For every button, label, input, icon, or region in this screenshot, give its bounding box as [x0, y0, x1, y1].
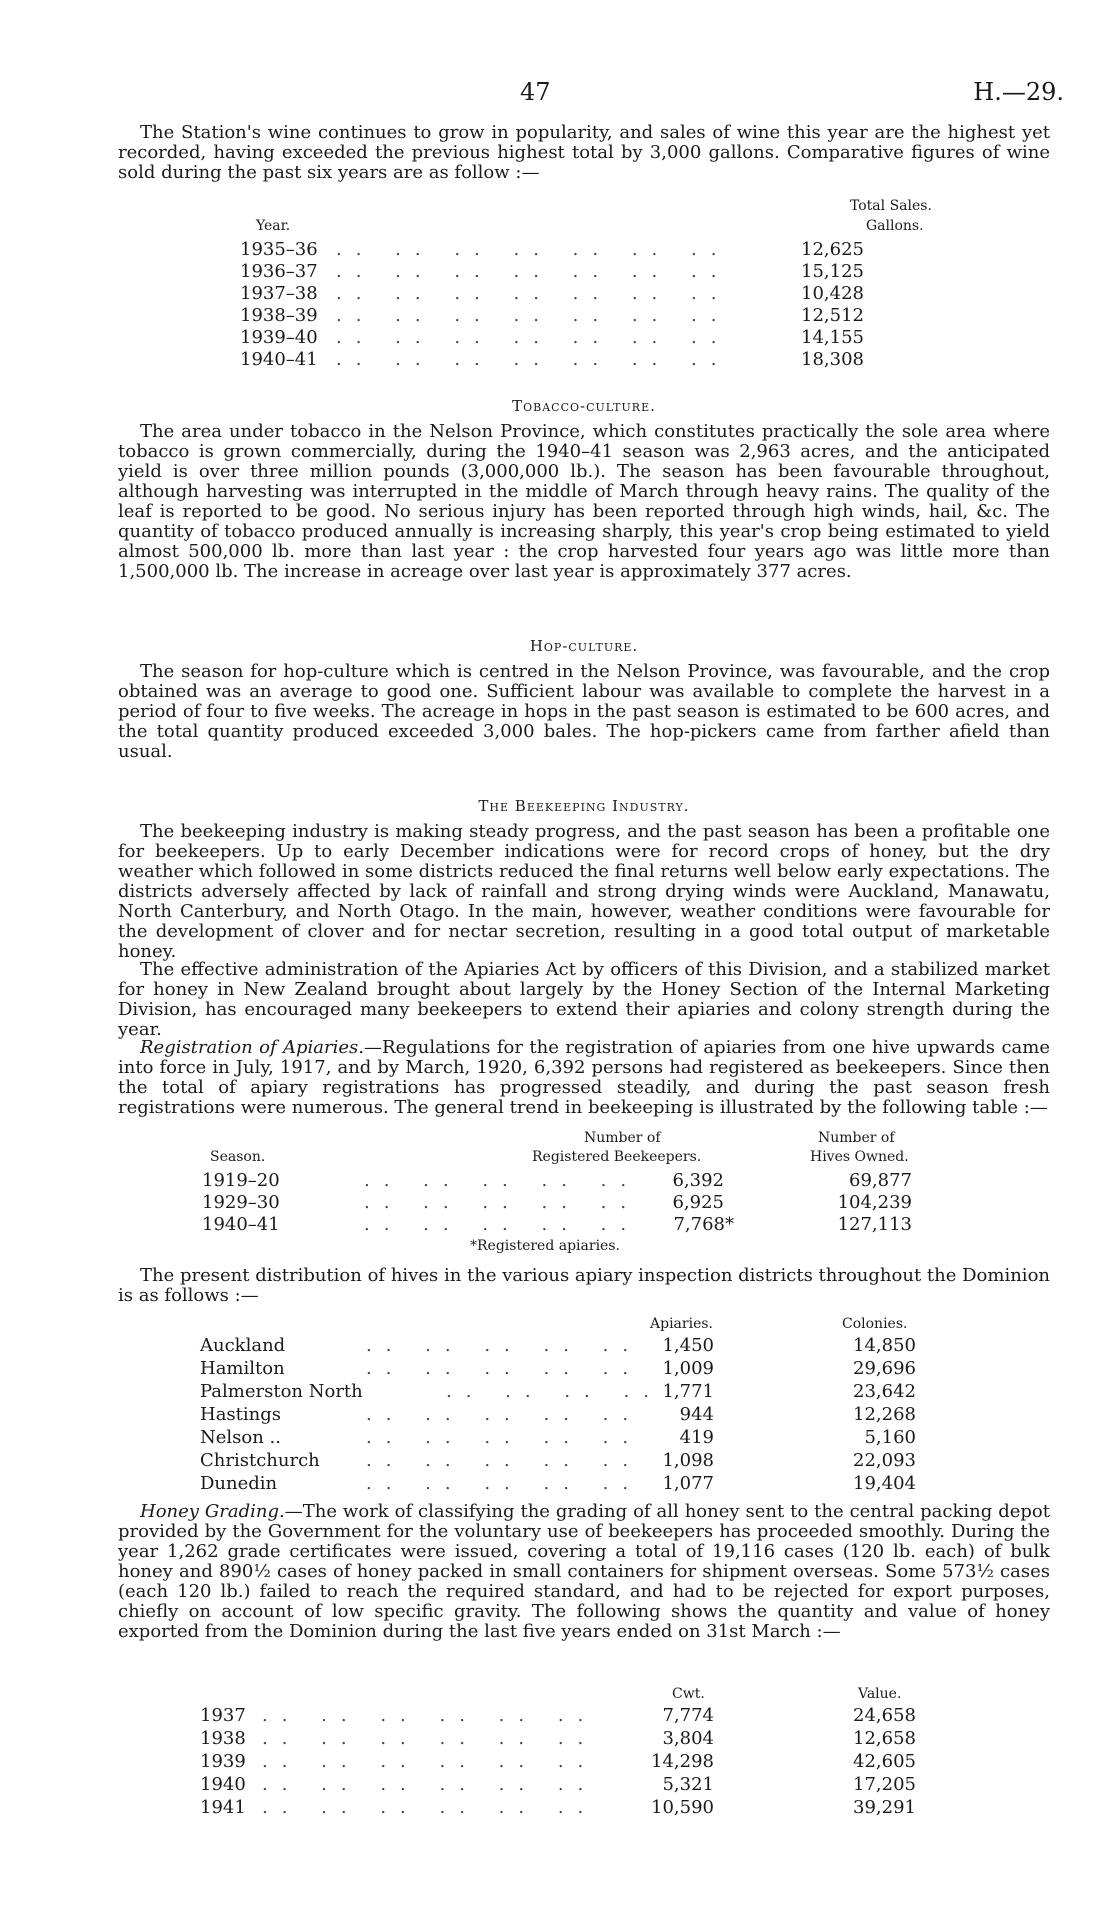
reg-hives: 69,877: [849, 1170, 912, 1191]
dist-district: Auckland: [200, 1335, 286, 1356]
export-value: 12,658: [853, 1728, 916, 1749]
beekeeping-paragraph-1: The beekeeping industry is making steady progress, and the past season has been a profitable one for beekeepers. Up to early December indications were for record crops of honey, but the dry weather which followed in some districts reduced the final returns well below early expectations. The districts adversely affected by lack of rainfall and strong drying winds were Auckland, Manawatu, North Canterbury, and North Otago. In the main, however, weather conditions were favourable for the development of clover and for nectar secretion, resulting in a good total output of marketable honey.: [118, 821, 1050, 962]
hop-heading: Hop-culture.: [529, 637, 639, 655]
dist-district: Nelson ..: [200, 1427, 281, 1448]
table-row: 1938 .. .. .. .. .. .. 3,804 12,658: [200, 1728, 916, 1749]
dist-apiaries: 1,098: [662, 1450, 714, 1471]
table-row: 1929–30 .. .. .. .. .. 6,925 104,239: [202, 1192, 912, 1213]
export-col-cwt: Cwt.: [672, 1686, 705, 1702]
export-value: 24,658: [853, 1705, 916, 1726]
table-row: 1936–37 .. .. .. .. .. .. .. 15,125: [240, 261, 864, 282]
table-row: 1938–39 .. .. .. .. .. .. .. 12,512: [240, 305, 864, 326]
export-value: 39,291: [853, 1797, 916, 1818]
wine-gallons: 15,125: [801, 261, 864, 282]
reg-season: 1929–30: [202, 1192, 280, 1213]
table-row: 1939–40 .. .. .. .. .. .. .. 14,155: [240, 327, 864, 348]
export-value: 42,605: [853, 1751, 916, 1772]
wine-year: 1937–38: [240, 283, 318, 304]
export-year: 1938: [200, 1728, 246, 1749]
export-cwt: 3,804: [662, 1728, 714, 1749]
dist-colonies: 29,696: [853, 1358, 916, 1379]
dist-colonies: 19,404: [853, 1473, 916, 1494]
dist-apiaries: 1,077: [662, 1473, 714, 1494]
reg-registered: 7,768*: [673, 1214, 734, 1235]
export-cwt: 14,298: [651, 1751, 714, 1772]
reg-col-hives-1: Number of: [818, 1130, 895, 1146]
wine-year: 1936–37: [240, 261, 318, 282]
grading-lead: Honey Grading.: [140, 1501, 285, 1522]
wine-paragraph: The Station's wine continues to grow in popularity, and sales of wine this year are the highest yet recorded, having exceeded the previous highest total by 3,000 gallons. Comparative figures of wine sold during the past six years are as follow :—: [118, 122, 1050, 183]
reg-hives: 104,239: [837, 1192, 912, 1213]
table-row: 1940–41 .. .. .. .. .. .. .. 18,308: [240, 349, 864, 370]
wine-year: 1940–41: [240, 349, 318, 370]
dist-col-colonies: Colonies.: [842, 1316, 908, 1332]
registration-text: —Regulations for the registration of apiaries from one hive upwards came into force in July, 1917, and by March, 1920, 6,392 persons had registered as beekeepers. Since then the total of apiary registrations has progressed steadily, and during the past season fresh registrations were numerous. The general trend in beekeeping is illustrated by the following table :—: [118, 1037, 1050, 1118]
export-year: 1939: [200, 1751, 246, 1772]
table-row: Nelson .. .. .. .. .. .. 419 5,160: [200, 1427, 916, 1448]
table-row: Dunedin .. .. .. .. .. 1,077 19,404: [200, 1473, 916, 1494]
registration-lead: Registration of Apiaries.: [140, 1037, 365, 1058]
wine-gallons: 10,428: [801, 283, 864, 304]
wine-year: 1938–39: [240, 305, 318, 326]
reg-season: 1940–41: [202, 1214, 280, 1235]
dist-colonies: 22,093: [853, 1450, 916, 1471]
export-col-value: Value.: [858, 1686, 902, 1702]
wine-col-gallons: Gallons.: [866, 218, 924, 234]
dist-district: Palmerston North: [200, 1381, 363, 1402]
hop-paragraph: The season for hop-culture which is centred in the Nelson Province, was favourable, and the crop obtained was an average to good one. Sufficient labour was available to complete the harvest in a period of four to five weeks. The acreage in hops in the past season is estimated to be 600 acres, and the total quantity produced exceeded 3,000 bales. The hop-pickers came from farther afield than usual.: [118, 661, 1050, 762]
reg-footnote: *Registered apiaries.: [470, 1238, 620, 1254]
table-row: Auckland .. .. .. .. .. 1,450 14,850: [200, 1335, 916, 1356]
tobacco-paragraph: The area under tobacco in the Nelson Province, which constitutes practically the sole area where tobacco is grown commercially, during the 1940–41 season was 2,963 acres, and the anticipated yield is over three million pounds (3,000,000 lb.). The season has been favourable throughout, although harvesting was interrupted in the middle of March through heavy rains. The quality of the leaf is reported to be good. No serious injury has been reported through high winds, hail, &c. The quantity of tobacco produced annually is increasing sharply, this year's crop being estimated to yield almost 500,000 lb. more than last year : the crop harvested four years ago was little more than 1,500,000 lb. The increase in acreage over last year is approximately 377 acres.: [118, 421, 1050, 582]
dist-col-apiaries: Apiaries.: [650, 1316, 713, 1332]
table-row: 1937 .. .. .. .. .. .. 7,774 24,658: [200, 1705, 916, 1726]
wine-gallons: 12,625: [801, 239, 864, 260]
wine-col-year: Year.: [256, 218, 291, 234]
beekeeping-paragraph-2: The effective administration of the Apiaries Act by officers of this Division, and a stabilized market for honey in New Zealand brought about largely by the Honey Section of the Internal Marketing Division, has encouraged many beekeepers to extend their apiaries and colony strength during the year.: [118, 959, 1050, 1040]
table-row: Christchurch .. .. .. .. .. 1,098 22,093: [200, 1450, 916, 1471]
reg-col-registered-1: Number of: [584, 1130, 661, 1146]
wine-gallons: 12,512: [801, 305, 864, 326]
reg-season: 1919–20: [202, 1170, 280, 1191]
dist-colonies: 5,160: [864, 1427, 916, 1448]
dist-colonies: 14,850: [853, 1335, 916, 1356]
export-cwt: 5,321: [662, 1774, 714, 1795]
reg-hives: 127,113: [837, 1214, 912, 1235]
table-row: 1940–41 .. .. .. .. .. 7,768* 127,113: [202, 1214, 912, 1235]
export-cwt: 7,774: [662, 1705, 714, 1726]
wine-gallons: 18,308: [801, 349, 864, 370]
dist-apiaries: 944: [679, 1404, 714, 1425]
wine-year: 1939–40: [240, 327, 318, 348]
reg-registered: 6,925: [672, 1192, 724, 1213]
grading-paragraph: [118, 1502, 1050, 1642]
export-value: 17,205: [853, 1774, 916, 1795]
wine-col-total: Total Sales.: [850, 198, 932, 214]
wine-year: 1935–36: [240, 239, 318, 260]
distribution-paragraph: The present distribution of hives in the various apiary inspection districts throughout the Dominion is as follows :—: [118, 1265, 1050, 1306]
reg-col-registered-2: Registered Beekeepers.: [532, 1149, 702, 1165]
reg-col-season: Season.: [210, 1149, 266, 1165]
export-year: 1937: [200, 1705, 246, 1726]
dist-apiaries: 1,771: [662, 1381, 714, 1402]
tobacco-heading: Tobacco-culture.: [512, 397, 656, 415]
registration-paragraph: [118, 1038, 1050, 1118]
reg-registered: 6,392: [672, 1170, 724, 1191]
page-number: 47: [520, 78, 551, 106]
table-row: Hamilton .. .. .. .. .. 1,009 29,696: [200, 1358, 916, 1379]
table-row: 1939 .. .. .. .. .. .. 14,298 42,605: [200, 1751, 916, 1772]
dist-colonies: 12,268: [853, 1404, 916, 1425]
dist-district: Christchurch: [200, 1450, 320, 1471]
dist-colonies: 23,642: [853, 1381, 916, 1402]
dist-district: Hastings: [200, 1404, 282, 1425]
dist-district: Dunedin: [200, 1473, 278, 1494]
dist-apiaries: 419: [679, 1427, 714, 1448]
table-row: 1940 .. .. .. .. .. .. 5,321 17,205: [200, 1774, 916, 1795]
dist-district: Hamilton: [200, 1358, 285, 1379]
table-row: 1935–36 .. .. .. .. .. .. .. 12,625: [240, 239, 864, 260]
grading-text: —The work of classifying the grading of all honey sent to the central packing depot provided by the Government for the voluntary use of beekeepers has proceeded smoothly. During the year 1,262 grade certificates were issued, covering a total of 19,116 cases (120 lb. each) of bulk honey and 890½ cases of honey packed in small containers for shipment overseas. Some 573½ cases (each 120 lb.) failed to reach the required standard, and had to be rejected for export purposes, chiefly on account of low specific gravity. The following shows the quantity and value of honey exported from the Dominion during the last five years ended on 31st March :—: [118, 1501, 1050, 1642]
reg-col-hives-2: Hives Owned.: [810, 1149, 909, 1165]
export-cwt: 10,590: [651, 1797, 714, 1818]
dist-apiaries: 1,450: [662, 1335, 714, 1356]
table-row: 1941 .. .. .. .. .. .. 10,590 39,291: [200, 1797, 916, 1818]
wine-gallons: 14,155: [801, 327, 864, 348]
table-row: 1937–38 .. .. .. .. .. .. .. 10,428: [240, 283, 864, 304]
export-year: 1941: [200, 1797, 246, 1818]
table-row: Palmerston North .. .. .. .. 1,771 23,642: [200, 1381, 916, 1402]
table-row: Hastings .. .. .. .. .. 944 12,268: [200, 1404, 916, 1425]
paper-reference: H.—29.: [973, 78, 1064, 106]
table-row: 1919–20 .. .. .. .. .. 6,392 69,877: [202, 1170, 912, 1191]
dist-apiaries: 1,009: [662, 1358, 714, 1379]
export-year: 1940: [200, 1774, 246, 1795]
beekeeping-heading: The Beekeeping Industry.: [478, 797, 690, 815]
